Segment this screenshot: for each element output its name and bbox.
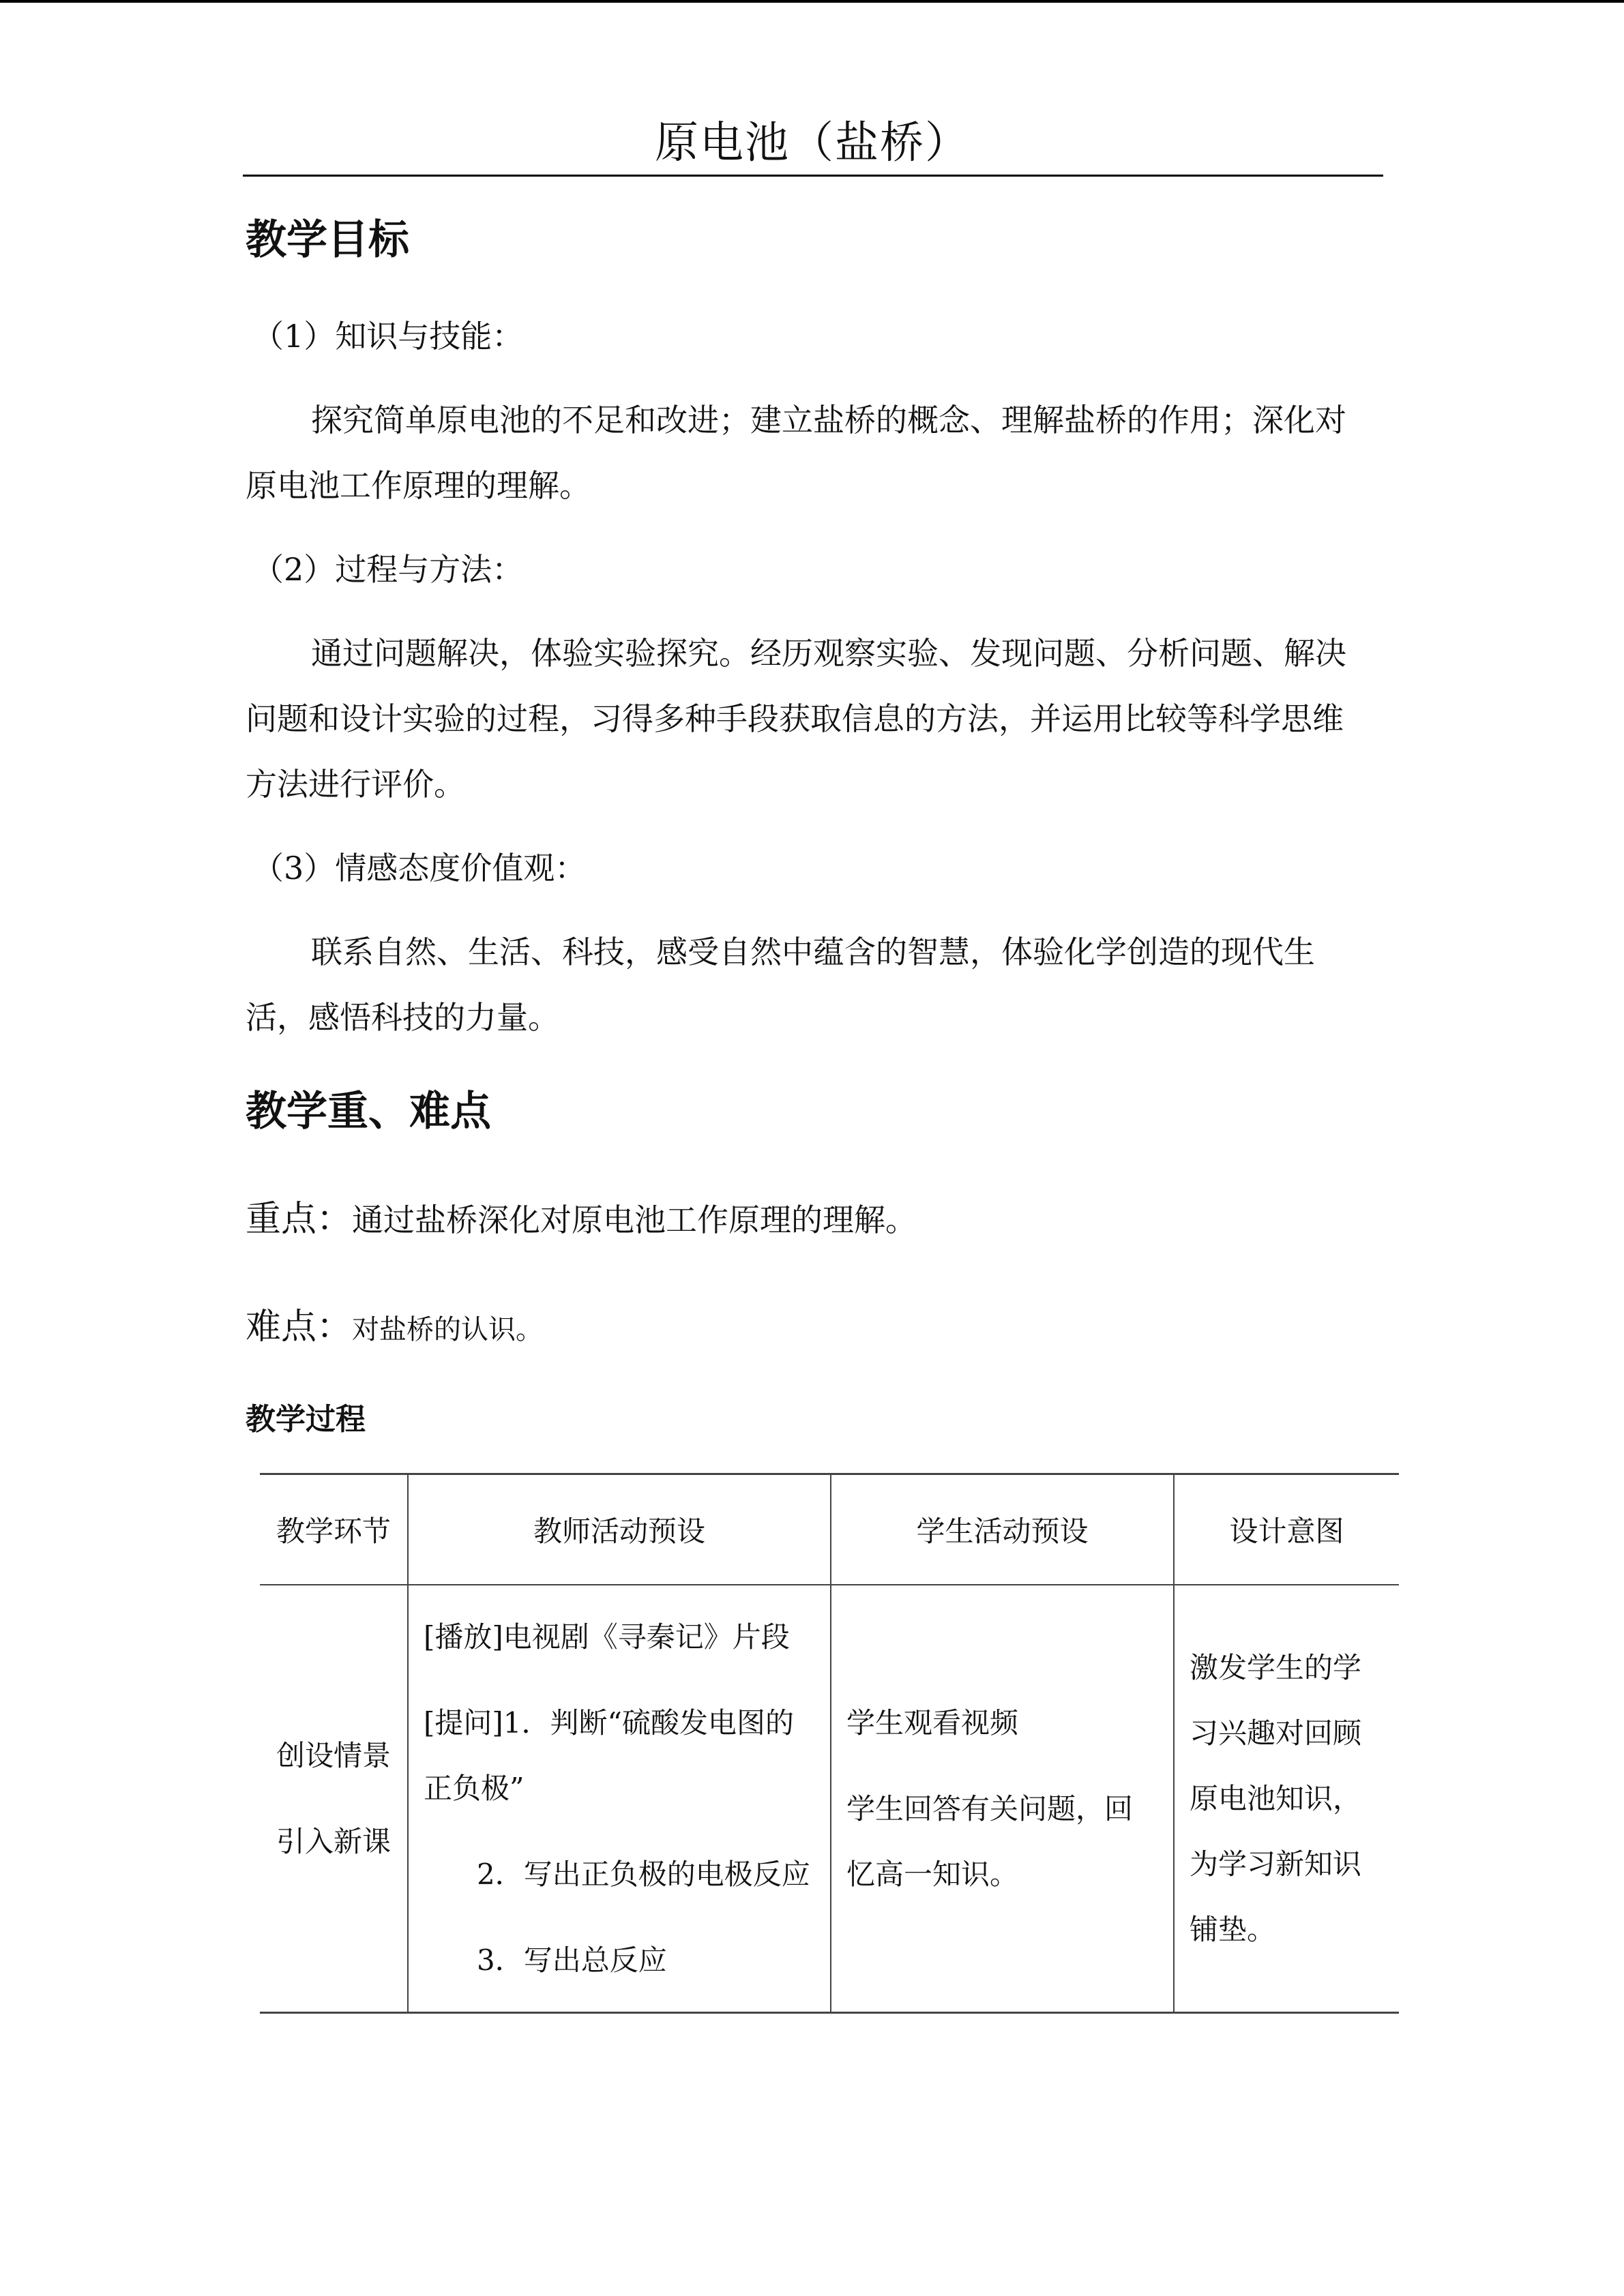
objectives-heading: 教学目标 [246, 216, 409, 264]
objective-3-text: 联系自然、生活、科技，感受自然中蕴含的智慧，体验化学创造的现代生活，感悟科技的力量。 [246, 934, 1315, 1036]
column-header-stage: 教学环节 [260, 1474, 408, 1585]
objective-3-label: （3）情感态度价值观： [252, 850, 587, 886]
column-header-intent: 设计意图 [1174, 1474, 1399, 1585]
design-intent-cell [1174, 1585, 1399, 2013]
process-heading: 教学过程 [246, 1402, 366, 1437]
student-activity-cell [831, 1585, 1174, 2013]
teacher-activity-cell [408, 1585, 831, 2013]
focus-label: 重点： [246, 1199, 353, 1240]
student-activity-item: 学生回答有关问题，回忆高一知识。 [846, 1791, 1134, 1891]
teacher-activity-item: 3．写出总反应 [477, 1943, 667, 1977]
focus-point [246, 1187, 1364, 1253]
teacher-activity-item: [提问]1．判断“硫酸发电图的正负极” [424, 1705, 794, 1805]
objective-1-label: （1）知识与技能： [252, 318, 524, 355]
focus-text: 通过盐桥深化对原电池工作原理的理解。 [352, 1202, 917, 1238]
difficulty-text: 对盐桥的认识。 [352, 1314, 544, 1345]
difficulty-point [246, 1294, 1364, 1362]
design-intent-text: 激发学生的学习兴趣对回顾原电池知识，为学习新知识铺垫。 [1190, 1650, 1362, 1946]
student-activity-item: 学生观看视频 [846, 1705, 1019, 1740]
stage-line: 引入新课 [276, 1824, 391, 1858]
stage-cell [260, 1585, 408, 2013]
teacher-activity-item: [播放]电视剧《寻秦记》片段 [424, 1620, 790, 1654]
column-header-student: 学生活动预设 [831, 1474, 1174, 1585]
key-points-heading: 教学重、难点 [246, 1088, 491, 1135]
difficulty-label: 难点： [246, 1307, 353, 1347]
column-header-teacher: 教师活动预设 [408, 1474, 831, 1585]
objective-2-text: 通过问题解决，体验实验探究。经历观察实验、发现问题、分析问题、解决问题和设计实验的过程，习得多种手段获取信息的方法，并运用比较等科学思维方法进行评价。 [246, 635, 1346, 803]
objective-1-text: 探究简单原电池的不足和改进；建立盐桥的概念、理解盐桥的作用；深化对原电池工作原理的理解。 [246, 402, 1346, 504]
page-top-border [0, 0, 1624, 3]
teacher-activity-item: 2．写出正负极的电极反应 [477, 1857, 810, 1891]
table-header-row [260, 1474, 1399, 1585]
table-row [260, 1585, 1399, 2013]
stage-line: 创设情景 [276, 1738, 391, 1772]
document-title: 原电池（盐桥） [655, 118, 970, 168]
teaching-process-table [260, 1473, 1399, 2014]
title-underline [243, 175, 1383, 177]
objective-2-label: （2）过程与方法： [252, 551, 524, 588]
